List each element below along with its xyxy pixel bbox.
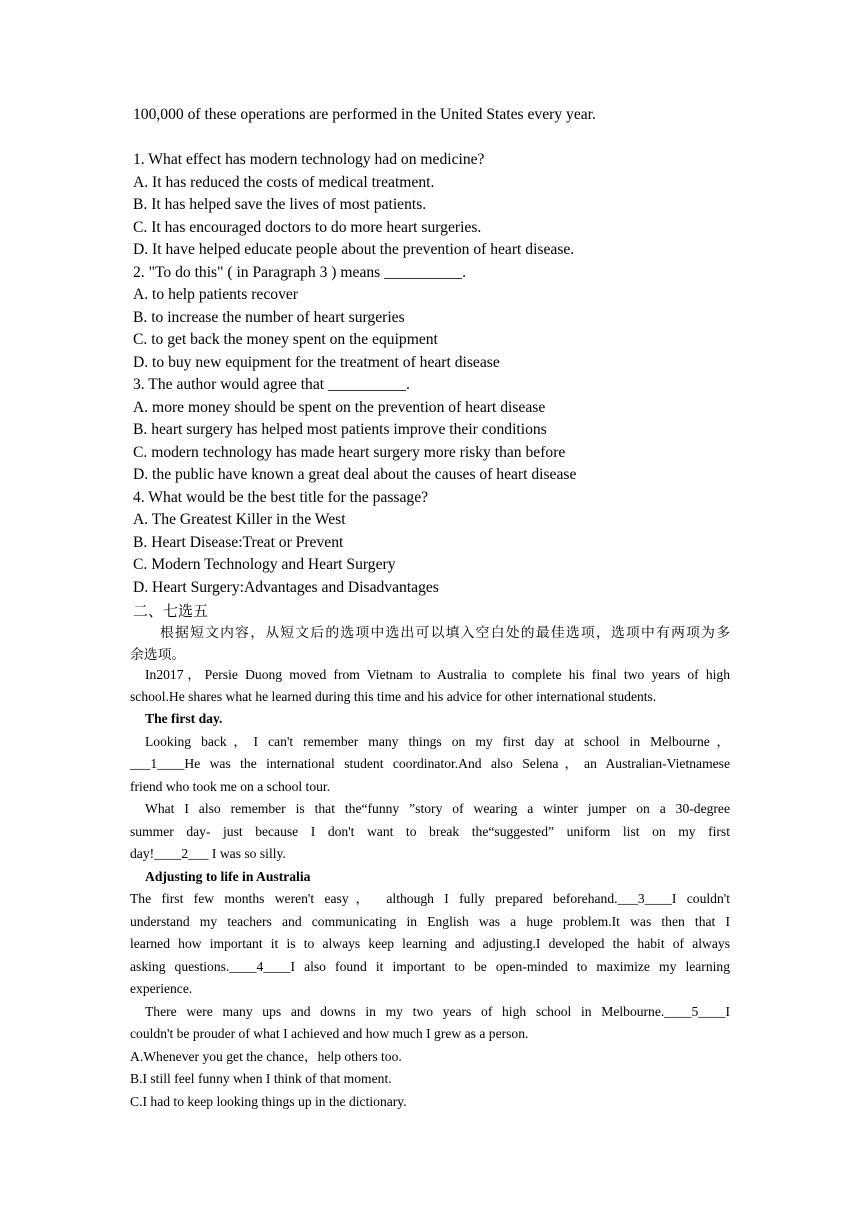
passage-p1-line-3: friend who took me on a school tour. bbox=[130, 779, 331, 794]
passage-p2-line-2: summer day- just because I don't want to break the“suggested” uniform list on my first bbox=[130, 824, 730, 839]
passage-intro-line-1: In2017，Persie Duong moved from Vietnam to Australia to complete his final two years of high bbox=[145, 667, 730, 682]
passage-last-line: 100,000 of these operations are performed in the United States every year. bbox=[133, 106, 596, 123]
question-1-option-b: B. It has helped save the lives of most patients. bbox=[133, 196, 427, 213]
passage-p3-line-3: learned how important it is to always keep learning and adjusting.I developed the habit of always bbox=[130, 936, 730, 951]
question-1-option-c: C. It has encouraged doctors to do more heart surgeries. bbox=[133, 219, 482, 236]
passage-p4-line-1: There were many ups and downs in my two years of high school in Melbourne.____5____I bbox=[145, 1004, 730, 1019]
choice-a: A.Whenever you get the chance，help others too. bbox=[130, 1049, 402, 1064]
passage-p2-line-3: day!____2___ I was so silly. bbox=[130, 846, 286, 861]
passage-p3-line-2: understand my teachers and communicating in English was a huge problem.It was then that I bbox=[130, 914, 730, 929]
section-instruction-line-2: 余选项。 bbox=[130, 647, 186, 663]
passage-intro-line-2: school.He shares what he learned during this time and his advice for other international students. bbox=[130, 689, 657, 704]
question-4-option-b: B. Heart Disease:Treat or Prevent bbox=[133, 534, 344, 551]
question-2-option-c: C. to get back the money spent on the equipment bbox=[133, 331, 438, 348]
question-2-option-a: A. to help patients recover bbox=[133, 286, 298, 303]
section-heading: 二、七选五 bbox=[133, 602, 209, 620]
passage-p3-line-1: The first few months weren't easy， although I fully prepared beforehand.___3____I couldn't bbox=[130, 891, 730, 906]
passage-p1-line-2: ___1____He was the international student coordinator.And also Selena，an Australian-Vietnamese bbox=[130, 756, 730, 771]
choice-b: B.I still feel funny when I think of that moment. bbox=[130, 1071, 392, 1086]
question-2-option-b: B. to increase the number of heart surgeries bbox=[133, 309, 405, 326]
passage-p1-line-1: Looking back，I can't remember many things on my first day at school in Melbourne， bbox=[145, 734, 730, 749]
passage-p3-line-4: asking questions.____4____I also found it important to be open-minded to maximize my learning bbox=[130, 959, 730, 974]
question-3-option-a: A. more money should be spent on the prevention of heart disease bbox=[133, 399, 546, 416]
question-2-option-d: D. to buy new equipment for the treatment of heart disease bbox=[133, 354, 500, 371]
question-4-stem: 4. What would be the best title for the passage? bbox=[133, 489, 429, 506]
question-1-option-d: D. It have helped educate people about the prevention of heart disease. bbox=[133, 241, 575, 258]
passage-p2-line-1: What I also remember is that the“funny ”story of wearing a winter jumper on a 30-degree bbox=[145, 801, 730, 816]
passage-heading-first-day: The first day. bbox=[145, 711, 223, 726]
question-4-option-a: A. The Greatest Killer in the West bbox=[133, 511, 346, 528]
question-2-stem: 2. "To do this" ( in Paragraph 3 ) means __________. bbox=[133, 264, 466, 281]
passage-p4-line-2: couldn't be prouder of what I achieved and how much I grew as a person. bbox=[130, 1026, 529, 1041]
question-3-stem: 3. The author would agree that __________. bbox=[133, 376, 410, 393]
question-1-option-a: A. It has reduced the costs of medical treatment. bbox=[133, 174, 435, 191]
question-3-option-d: D. the public have known a great deal about the causes of heart disease bbox=[133, 466, 577, 483]
question-3-option-c: C. modern technology has made heart surgery more risky than before bbox=[133, 444, 566, 461]
passage-heading-adjusting: Adjusting to life in Australia bbox=[145, 869, 311, 884]
question-4-option-d: D. Heart Surgery:Advantages and Disadvantages bbox=[133, 579, 439, 596]
question-1-stem: 1. What effect has modern technology had on medicine? bbox=[133, 151, 485, 168]
passage-p3-line-5: experience. bbox=[130, 981, 193, 996]
choice-c: C.I had to keep looking things up in the dictionary. bbox=[130, 1094, 407, 1109]
question-4-option-c: C. Modern Technology and Heart Surgery bbox=[133, 556, 396, 573]
section-instruction-line-1: 根据短文内容，从短文后的选项中选出可以填入空白处的最佳选项，选项中有两项为多 bbox=[160, 625, 730, 641]
question-3-option-b: B. heart surgery has helped most patients improve their conditions bbox=[133, 421, 547, 438]
